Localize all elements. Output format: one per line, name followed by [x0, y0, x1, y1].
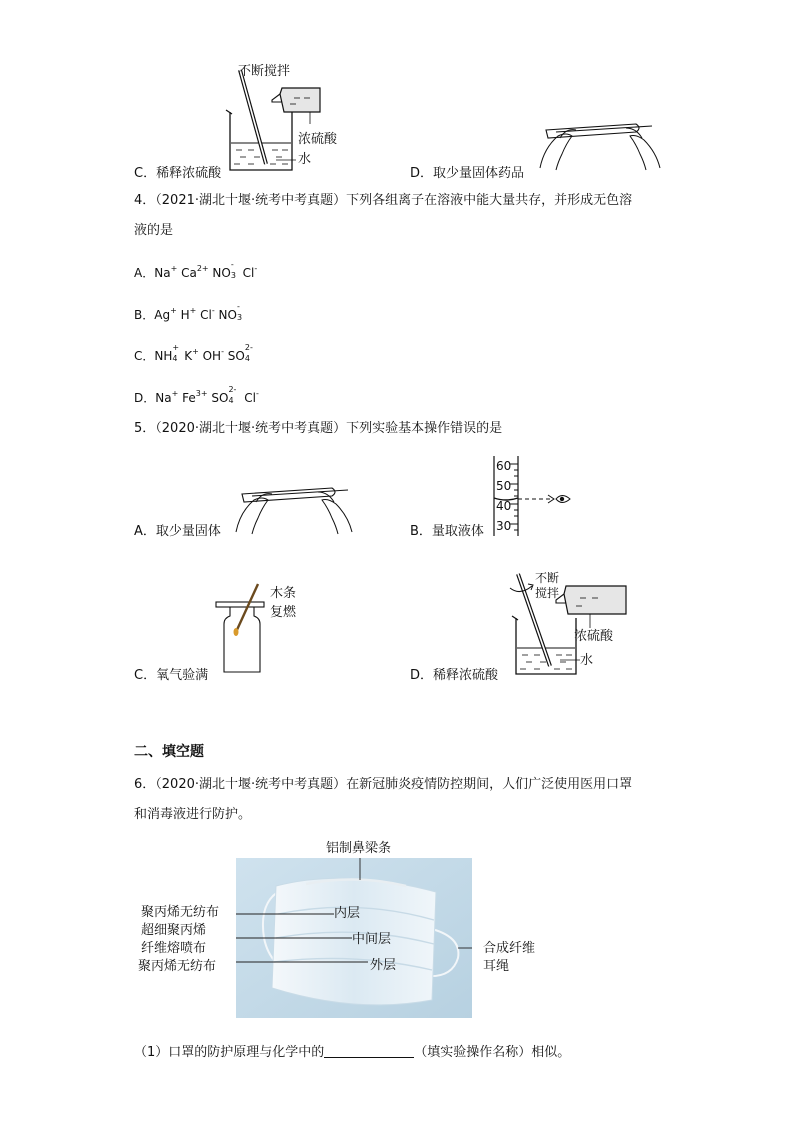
- q4-option-d[interactable]: [134, 385, 259, 407]
- option-prefix: D．: [134, 391, 156, 405]
- ion: Fe: [178, 391, 196, 405]
- mask-mid-layer-label: 中间层: [352, 932, 392, 947]
- option-prefix: B．: [134, 308, 155, 322]
- ion: Cl: [196, 308, 212, 322]
- q4-stem-line1: 4．（2021·湖北十堰·统考中考真题）下列各组离子在溶液中能大量共存，并形成无色溶: [134, 193, 633, 208]
- q4-stem-line2: 液的是: [134, 223, 174, 238]
- ion: NO: [208, 266, 231, 280]
- mask-ear-loop-label-1: 合成纤维: [483, 941, 536, 956]
- mask-ear-loop-label-2: 耳绳: [483, 959, 510, 974]
- ion-charge: 2+: [196, 264, 209, 273]
- q6-stem-line1: 6．（2020·湖北十堰·统考中考真题）在新冠肺炎疫情防控期间，人们广泛使用医用口罩: [134, 777, 633, 792]
- q5-option-d[interactable]: D．稀释浓硫酸: [410, 668, 499, 683]
- q5-solid-sample-figure: [232, 474, 356, 536]
- q5-option-b[interactable]: B．量取液体: [410, 524, 484, 539]
- q5-option-c[interactable]: C．氧气验满: [134, 668, 209, 683]
- q4-option-c[interactable]: [134, 343, 257, 365]
- ion: Ca: [177, 266, 197, 280]
- q5-stir-label-2: 搅拌: [535, 586, 560, 600]
- ion: SO: [223, 349, 245, 363]
- q5-water-label: 水: [580, 653, 594, 668]
- mask-outer-layer-label: 外层: [370, 958, 397, 973]
- ion: Cl: [240, 391, 256, 405]
- ion-charge: +: [192, 347, 199, 356]
- q3-fig-stir-label: 不断搅拌: [238, 64, 291, 79]
- ion-charge: +: [170, 306, 177, 315]
- ion: OH: [198, 349, 222, 363]
- option-prefix: A．: [134, 266, 155, 280]
- ion: Na: [155, 391, 172, 405]
- ion: Na: [154, 266, 171, 280]
- ion: SO: [207, 391, 229, 405]
- q4-option-b[interactable]: [134, 302, 245, 324]
- section-title-fill-in: 二、填空题: [134, 744, 204, 760]
- ion-charge: -: [221, 347, 224, 356]
- mask-mid-material-1-label: 超细聚丙烯: [141, 923, 207, 938]
- ion: NO: [214, 308, 237, 322]
- q6-sub1: [134, 1043, 570, 1062]
- q6-sub1-blank[interactable]: [324, 1043, 414, 1058]
- ion: Ag: [154, 308, 171, 322]
- mask-inner-material-label: 聚丙烯无纺布: [141, 905, 220, 920]
- q5-splint-label: 木条: [270, 586, 297, 601]
- q5-dilution-figure: [506, 570, 636, 680]
- ion-charge-sub: - 3: [230, 260, 236, 280]
- mask-inner-layer-label: 内层: [334, 906, 361, 921]
- q3-option-d: D．取少量固体药品: [410, 166, 525, 181]
- q6-sub1-prefix: （1）口罩的防护原理与化学中的: [134, 1045, 325, 1060]
- mask-mid-material-2-label: 纤维熔喷布: [141, 941, 207, 956]
- q5-stir-label-1: 不断: [535, 571, 560, 585]
- ion-charge-sub: - 3: [236, 302, 243, 322]
- ion-charge-sub: 2- 4: [244, 343, 253, 363]
- q5-stem: 5．（2020·湖北十堰·统考中考真题）下列实验基本操作错误的是: [134, 421, 503, 436]
- q5-option-a[interactable]: A．取少量固体: [134, 524, 221, 539]
- q3-fig-water-label: 水: [298, 152, 312, 167]
- ion-charge: +: [170, 264, 178, 273]
- ion-charge: 3+: [195, 389, 208, 398]
- ion-charge: +: [189, 306, 197, 315]
- ion: NH: [154, 349, 173, 363]
- q6-sub1-suffix: （填实验操作名称）相似。: [414, 1045, 571, 1060]
- cylinder-tick-60: 60: [496, 459, 512, 473]
- option-prefix: C．: [134, 349, 155, 363]
- ion-charge: -: [254, 264, 258, 273]
- q4-option-a[interactable]: [134, 260, 257, 282]
- ion-charge: +: [171, 389, 179, 398]
- mask-nose-strip-label: 铝制鼻梁条: [326, 841, 392, 856]
- q5-relight-label: 复燃: [270, 605, 297, 620]
- cylinder-tick-30: 30: [496, 519, 512, 533]
- ion: H: [176, 308, 190, 322]
- cylinder-tick-50: 50: [496, 479, 512, 493]
- q3-fig-acid-label: 浓硫酸: [298, 132, 338, 147]
- q6-stem-line2: 和消毒液进行防护。: [134, 807, 252, 822]
- ion-charge-sub: + 4: [172, 343, 180, 363]
- ion-charge: -: [255, 389, 259, 398]
- ion: Cl: [238, 266, 255, 280]
- cylinder-tick-40: 40: [496, 499, 512, 513]
- ion: K: [180, 349, 193, 363]
- ion-charge: -: [211, 306, 215, 315]
- q3-option-c: C．稀释浓硫酸: [134, 166, 222, 181]
- mask-outer-material-label: 聚丙烯无纺布: [138, 959, 217, 974]
- q5-acid-label: 浓硫酸: [574, 629, 614, 644]
- q3-solid-sample-figure: [536, 108, 664, 172]
- ion-charge-sub: 2- 4: [228, 385, 237, 405]
